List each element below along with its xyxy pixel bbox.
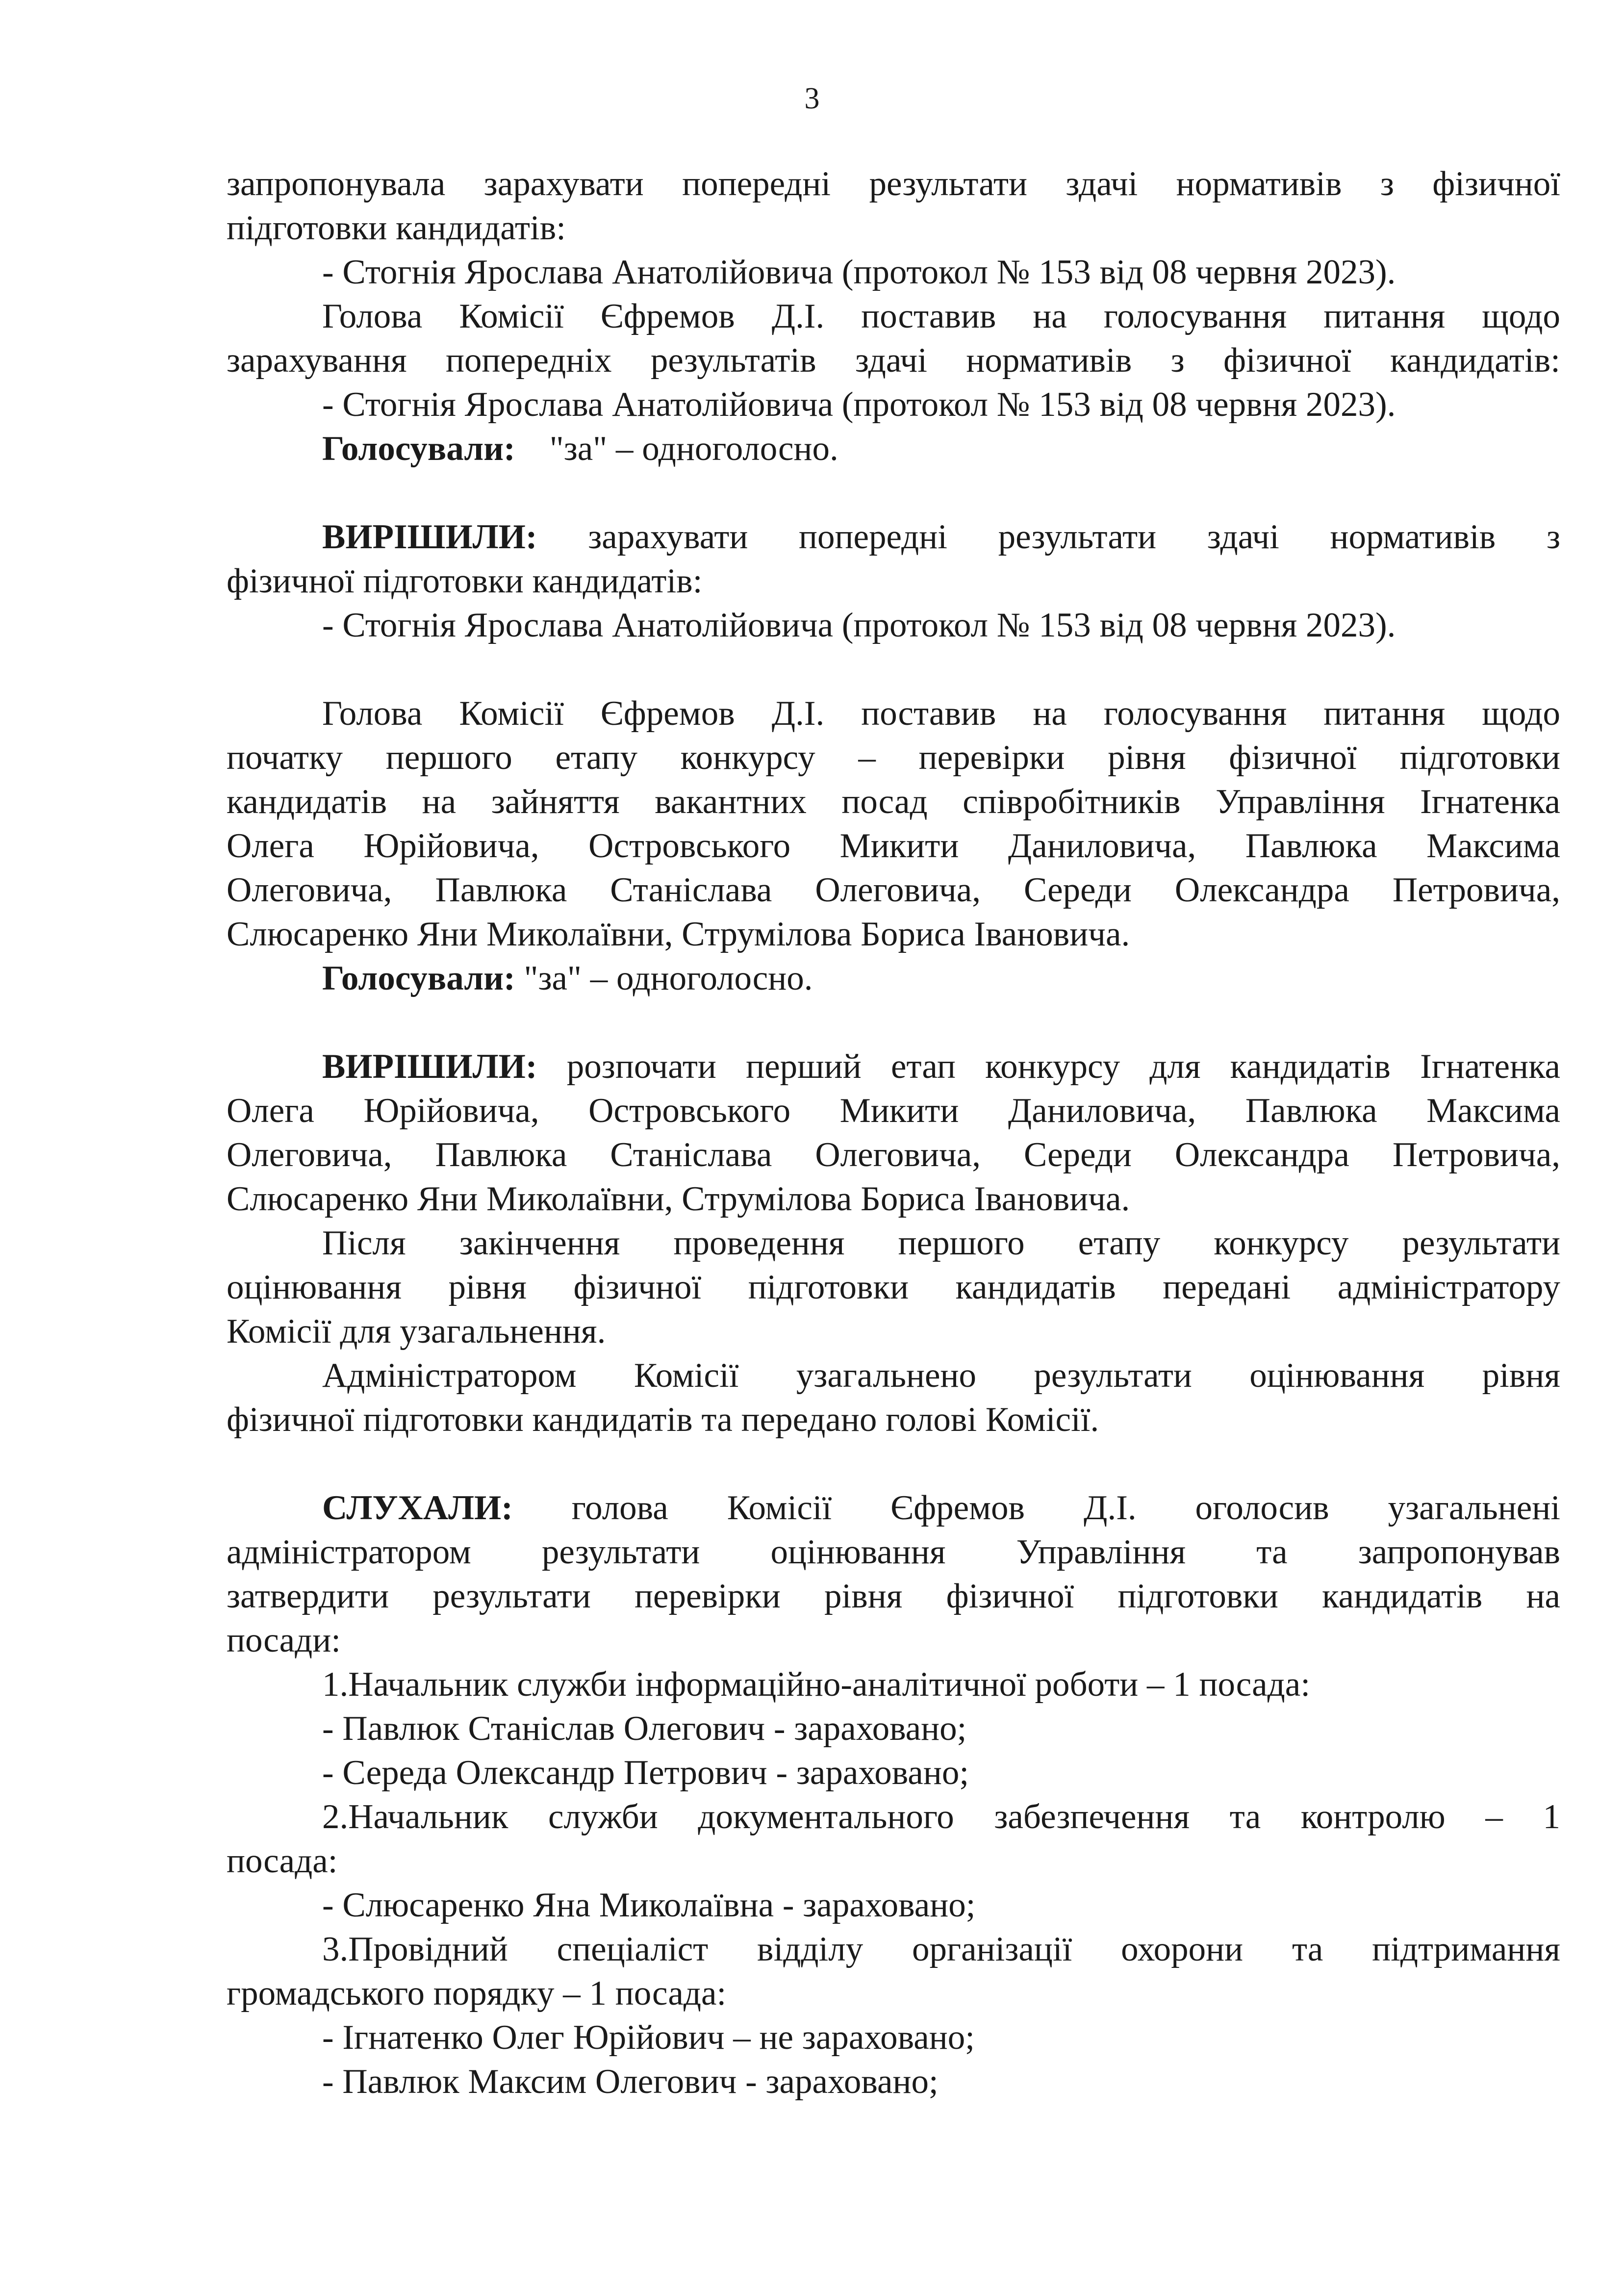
list-item: - Ігнатенко Олег Юрійович – не зараховано;	[322, 2018, 975, 2057]
text-line: Олеговича, Павлюка Станіслава Олеговича, Середи Олександра Петровича,	[227, 871, 1560, 909]
text-line: фізичної підготовки кандидатів:	[227, 562, 703, 600]
heard-label: СЛУХАЛИ:	[322, 1489, 513, 1527]
text-line: громадського порядку – 1 посада:	[227, 1974, 727, 2013]
text-line: запропонувала зарахувати попередні результати здачі нормативів з фізичної	[227, 165, 1560, 203]
list-item: - Середа Олександр Петрович - зараховано;	[322, 1754, 969, 1792]
text-line: Голова Комісії Єфремов Д.І. поставив на голосування питання щодо	[322, 694, 1560, 733]
text-line: посада:	[227, 1842, 338, 1880]
text-line: Комісії для узагальнення.	[227, 1312, 606, 1351]
text-line: Слюсаренко Яни Миколаївни, Струмілова Бориса Івановича.	[227, 1180, 1130, 1218]
text-line: посади:	[227, 1621, 341, 1659]
text-line: Олега Юрійовича, Островського Микити Даниловича, Павлюка Максима	[227, 1092, 1560, 1130]
page-number: 3	[804, 82, 820, 115]
decision-label: ВИРІШИЛИ:	[322, 518, 537, 556]
text-line: кандидатів на зайняття вакантних посад співробітників Управління Ігнатенка	[227, 783, 1560, 821]
vote-line	[227, 427, 1560, 471]
decision-line	[227, 1045, 1560, 1089]
vote-result: "за" – одноголосно.	[524, 959, 813, 997]
list-item: - Слюсаренко Яна Миколаївна - зараховано;	[322, 1886, 976, 1924]
vote-line	[227, 956, 1560, 1000]
vote-label: Голосували:	[322, 430, 515, 468]
list-item: - Павлюк Станіслав Олегович - зараховано;	[322, 1709, 967, 1748]
text-line: підготовки кандидатів:	[227, 209, 566, 247]
decision-label: ВИРІШИЛИ:	[322, 1047, 537, 1086]
text-line: 2.Начальник служби документального забезпечення та контролю – 1	[322, 1798, 1560, 1836]
list-item: - Стогнія Ярослава Анатолійовича (протокол № 153 від 08 червня 2023).	[322, 606, 1396, 644]
text-line: Голова Комісії Єфремов Д.І. поставив на голосування питання щодо	[322, 297, 1560, 335]
heard-text: голова Комісії Єфремов Д.І. оголосив узагальнені	[571, 1489, 1561, 1527]
list-item: 1.Начальник служби інформаційно-аналітичної роботи – 1 посада:	[322, 1665, 1311, 1704]
text-line: фізичної підготовки кандидатів та передано голові Комісії.	[227, 1401, 1099, 1439]
vote-label: Голосували:	[322, 959, 515, 997]
list-item: - Стогнія Ярослава Анатолійовича (протокол № 153 від 08 червня 2023).	[322, 253, 1396, 291]
text-line: Слюсаренко Яни Миколаївни, Струмілова Бориса Івановича.	[227, 915, 1130, 953]
decision-text: розпочати перший етап конкурсу для кандидатів Ігнатенка	[566, 1047, 1561, 1086]
text-line: адміністратором результати оцінювання Управління та запропонував	[227, 1533, 1560, 1571]
vote-result: "за" – одноголосно.	[549, 430, 838, 468]
text-line: зарахування попередніх результатів здачі нормативів з фізичної кандидатів:	[227, 341, 1560, 380]
list-item: - Павлюк Максим Олегович - зараховано;	[322, 2063, 939, 2101]
text-line: початку першого етапу конкурсу – перевірки рівня фізичної підготовки	[227, 739, 1560, 777]
text-line: Адміністратором Комісії узагальнено результати оцінювання рівня	[322, 1356, 1560, 1395]
text-line: 3.Провідний спеціаліст відділу організації охорони та підтримання	[322, 1930, 1560, 1968]
decision-line	[227, 515, 1560, 559]
text-line: Олега Юрійовича, Островського Микити Даниловича, Павлюка Максима	[227, 827, 1560, 865]
text-line: затвердити результати перевірки рівня фізичної підготовки кандидатів на	[227, 1577, 1560, 1615]
document-body	[227, 162, 1560, 2104]
heard-line	[227, 1486, 1560, 1530]
list-item: - Стогнія Ярослава Анатолійовича (протокол № 153 від 08 червня 2023).	[322, 385, 1396, 424]
text-line: Після закінчення проведення першого етапу конкурсу результати	[322, 1224, 1560, 1262]
text-line: оцінювання рівня фізичної підготовки кандидатів передані адміністратору	[227, 1268, 1560, 1306]
text-line: Олеговича, Павлюка Станіслава Олеговича, Середи Олександра Петровича,	[227, 1136, 1560, 1174]
decision-text: зарахувати попередні результати здачі нормативів з	[588, 518, 1561, 556]
